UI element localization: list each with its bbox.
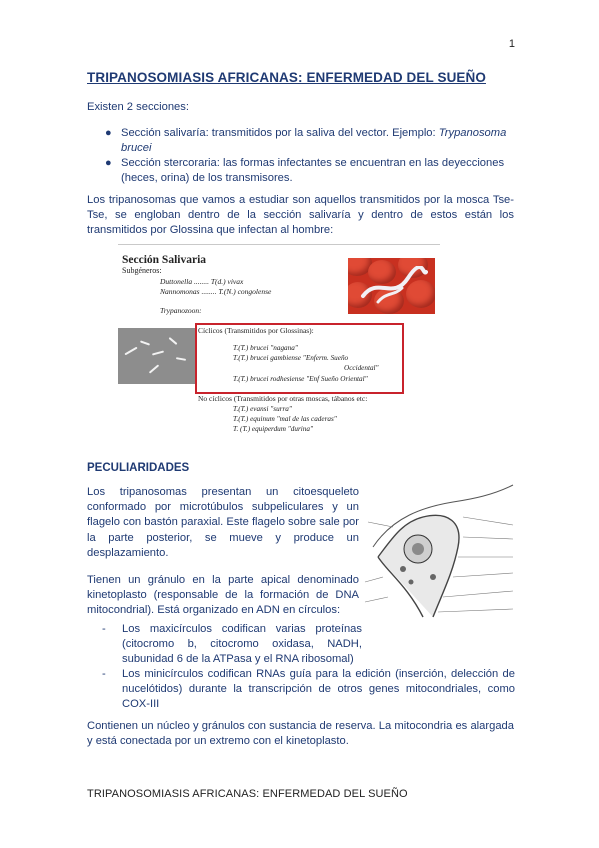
species-name: Trypanosoma brucei xyxy=(121,127,507,154)
section-heading: PECULIARIDADES xyxy=(87,462,190,474)
noncyclic-heading: No cíclicos (Transmitidos por otras moscas, tábanos etc: xyxy=(198,394,368,403)
paragraph-cytoskeleton: Los tripanosomas presentan un citoesqueleto conformado por microtúbulos subpeliculares y un flagelo con bastón paraxial. Este flagelo sobre sale por la parte posterior, se mueve y produce un desplazamiento. xyxy=(87,486,359,559)
blood-smear-image xyxy=(348,258,435,314)
salivaria-figure xyxy=(118,244,440,436)
page-number: 1 xyxy=(508,38,515,50)
bullet-icon: ● xyxy=(105,127,112,139)
cyclic-item-gambiense: T.(T.) brucei gambiense "Enferm. Sueño xyxy=(233,354,349,362)
page-title: TRIPANOSOMIASIS AFRICANAS: ENFERMEDAD DEL SUEÑO xyxy=(87,70,486,85)
noncyclic-item-equiperdum: T. (T.) equiperdum "durina" xyxy=(233,425,313,433)
noncyclic-item-equinum: T.(T.) equinum "mal de las caderas" xyxy=(233,415,337,423)
list-item xyxy=(100,667,515,712)
list-item-text: Sección salivaría: transmitidos por la saliva del vector. Ejemplo: xyxy=(121,127,439,139)
paragraph-nucleus: Contienen un núcleo y gránulos con sustancia de reserva. La mitocondria es alargada y está conectada por un extremo con el kinetoplasto. xyxy=(87,720,514,747)
paragraph-kinetoplast: Tienen un gránulo en la parte apical denominado kinetoplasto (responsable de la formación de DNA mitocondrial). Está organizado en ADN en círculos: xyxy=(87,574,359,616)
circles-list xyxy=(100,622,515,712)
dash-icon: - xyxy=(102,668,106,680)
cyclic-item-rhodesiense: T.(T.) brucei rodhesiense "Enf Sueño Oriental" xyxy=(233,375,368,383)
intro-paragraph: Existen 2 secciones: xyxy=(87,101,189,113)
list-item-text: Los minicírculos codifican RNAs guía para la edición (inserción, delección de nucelótidos) durante la transcripción de otros genes mitocondriales, como COX-III xyxy=(122,668,515,710)
figure-subgenus-duttonella: Duttonella ........ T(d.) vivax xyxy=(160,277,244,286)
list-item-text: Sección stercoraria: las formas infectantes se encuentran en las deyecciones (heces, orina) de los transmisores. xyxy=(121,157,505,184)
list-item xyxy=(103,126,515,156)
page-footer: TRIPANOSOMIASIS AFRICANAS: ENFERMEDAD DEL SUEÑO xyxy=(87,788,408,800)
list-item xyxy=(103,156,515,186)
cyclic-item-gambiense-cont: Occidental" xyxy=(344,364,379,372)
figure-divider xyxy=(118,244,440,245)
sections-list xyxy=(103,126,515,186)
cyclic-heading: Cíclicos (Transmitidos por Glossinas): xyxy=(198,326,314,335)
list-item-text: Los maxicírculos codifican varias proteínas (citocromo b, citocromo oxidasa, NADH, subunidad 6 de la ATPasa y el RNA ribosomal) xyxy=(122,623,362,665)
micrograph-image xyxy=(118,328,196,384)
figure-trypanozoon-label: Trypanozoon: xyxy=(160,306,202,315)
figure-subgenus-nannomonas: Nannomonas ........ T.(N.) congolense xyxy=(160,287,272,296)
list-item xyxy=(100,622,362,667)
paragraph-glossina: Los tripanosomas que vamos a estudiar son aquellos transmitidos por la mosca Tse-Tse, se engloban dentro de la sección salivaría y dentro de estos están los transmitidos por Glossina que infectan al hombre: xyxy=(87,194,514,236)
figure-title: Sección Salivaria xyxy=(122,254,207,266)
cyclic-item-nagana: T.(T.) brucei "nagana" xyxy=(233,344,298,352)
bullet-icon: ● xyxy=(105,157,112,169)
dash-icon: - xyxy=(102,623,106,635)
trypanosome-diagram xyxy=(363,477,518,622)
figure-subgenera-label: Subgéneros: xyxy=(122,266,162,275)
noncyclic-item-evansi: T.(T.) evansi "surra" xyxy=(233,405,292,413)
